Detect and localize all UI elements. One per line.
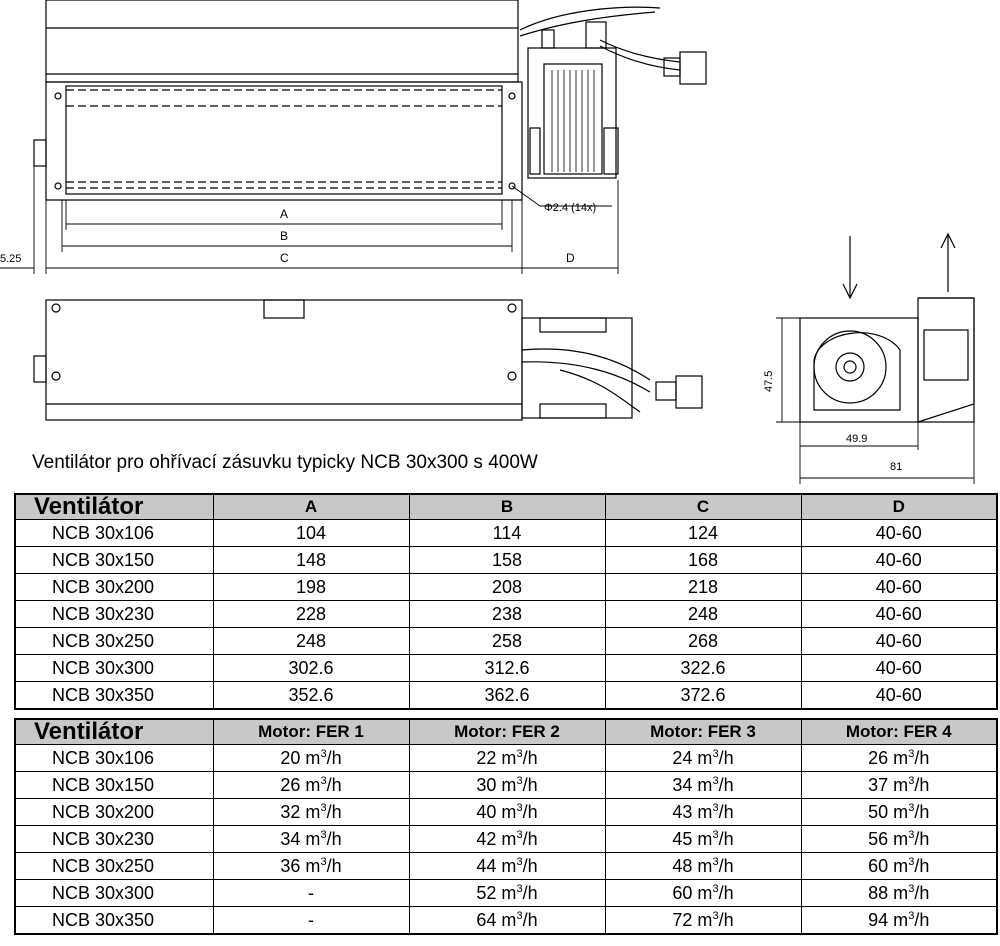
offset-label: 5.25 xyxy=(0,253,22,265)
table-row xyxy=(15,520,997,547)
value-cell: 40-60 xyxy=(801,655,997,682)
fan-model-cell: NCB 30x250 xyxy=(15,853,213,880)
unit-exponent: 3 xyxy=(712,910,719,922)
fan-model-cell: NCB 30x106 xyxy=(15,745,213,772)
unit-exponent: 3 xyxy=(516,829,523,841)
value-cell: 302.6 xyxy=(213,655,409,682)
value-cell: - xyxy=(213,907,409,935)
header-fer2: Motor: FER 2 xyxy=(409,719,605,745)
header-b: B xyxy=(409,494,605,520)
dim-c-label: C xyxy=(280,251,289,265)
front-connector xyxy=(680,52,706,84)
value-cell: 248 xyxy=(213,628,409,655)
fan-model-cell: NCB 30x230 xyxy=(15,601,213,628)
value-cell: 40-60 xyxy=(801,574,997,601)
value-cell: 238 xyxy=(409,601,605,628)
fan-model-cell: NCB 30x300 xyxy=(15,655,213,682)
value-cell: 88 $m^3/h$ xyxy=(801,880,997,907)
bottom-motor xyxy=(522,318,632,418)
header-fan: Ventilátor xyxy=(15,494,213,520)
value-cell: 22 $m^3/h$ xyxy=(409,745,605,772)
unit-exponent: 3 xyxy=(712,748,719,760)
table-row xyxy=(15,907,997,935)
dim-d-label: D xyxy=(566,251,575,265)
value-cell: 198 xyxy=(213,574,409,601)
value-cell: 34 $m^3/h$ xyxy=(605,772,801,799)
value-cell: 40-60 xyxy=(801,547,997,574)
unit-exponent: 3 xyxy=(908,829,915,841)
value-cell: 352.6 xyxy=(213,682,409,710)
value-cell: 56 $m^3/h$ xyxy=(801,826,997,853)
value-cell: 36 $m^3/h$ xyxy=(213,853,409,880)
value-cell: 104 xyxy=(213,520,409,547)
value-cell: 50 $m^3/h$ xyxy=(801,799,997,826)
table-row xyxy=(15,826,997,853)
value-cell: 322.6 xyxy=(605,655,801,682)
value-cell: 372.6 xyxy=(605,682,801,710)
value-cell: 362.6 xyxy=(409,682,605,710)
value-cell: 64 $m^3/h$ xyxy=(409,907,605,935)
header-a: A xyxy=(213,494,409,520)
value-cell: 228 xyxy=(213,601,409,628)
header-d: D xyxy=(801,494,997,520)
unit-exponent: 3 xyxy=(908,775,915,787)
value-cell: 24 $m^3/h$ xyxy=(605,745,801,772)
value-cell: 158 xyxy=(409,547,605,574)
value-cell: 37 $m^3/h$ xyxy=(801,772,997,799)
value-cell: 114 xyxy=(409,520,605,547)
dim-a-label: A xyxy=(280,207,289,221)
unit-exponent: 3 xyxy=(320,802,327,814)
table-row xyxy=(15,682,997,710)
value-cell: 40-60 xyxy=(801,520,997,547)
header-fer4: Motor: FER 4 xyxy=(801,719,997,745)
value-cell: 94 $m^3/h$ xyxy=(801,907,997,935)
unit-exponent: 3 xyxy=(320,748,327,760)
header-c: C xyxy=(605,494,801,520)
value-cell: 168 xyxy=(605,547,801,574)
hole-label: Φ2.4 (14x) xyxy=(544,202,597,214)
unit-exponent: 3 xyxy=(712,829,719,841)
width-inner-label: 49.9 xyxy=(846,433,868,445)
value-cell: 20 $m^3/h$ xyxy=(213,745,409,772)
fan-model-cell: NCB 30x150 xyxy=(15,547,213,574)
fan-wheel xyxy=(814,331,886,403)
value-cell: 52 $m^3/h$ xyxy=(409,880,605,907)
unit-exponent: 3 xyxy=(908,856,915,868)
value-cell: 32 $m^3/h$ xyxy=(213,799,409,826)
value-cell: 268 xyxy=(605,628,801,655)
header-fan: Ventilátor xyxy=(15,719,213,745)
unit-exponent: 3 xyxy=(908,748,915,760)
fan-model-cell: NCB 30x230 xyxy=(15,826,213,853)
value-cell: 40-60 xyxy=(801,682,997,710)
table-row xyxy=(15,799,997,826)
value-cell: 34 $m^3/h$ xyxy=(213,826,409,853)
unit-exponent: 3 xyxy=(908,802,915,814)
airflow-table-body xyxy=(15,745,997,935)
value-cell: 43 $m^3/h$ xyxy=(605,799,801,826)
value-cell: 40-60 xyxy=(801,628,997,655)
unit-exponent: 3 xyxy=(320,856,327,868)
unit-exponent: 3 xyxy=(320,775,327,787)
value-cell: 45 $m^3/h$ xyxy=(605,826,801,853)
value-cell: 48 $m^3/h$ xyxy=(605,853,801,880)
fan-model-cell: NCB 30x150 xyxy=(15,772,213,799)
unit-exponent: 3 xyxy=(712,883,719,895)
unit-exponent: 3 xyxy=(908,883,915,895)
value-cell: 258 xyxy=(409,628,605,655)
fan-model-cell: NCB 30x250 xyxy=(15,628,213,655)
value-cell: 26 $m^3/h$ xyxy=(801,745,997,772)
fan-model-cell: NCB 30x350 xyxy=(15,907,213,935)
value-cell: 26 $m^3/h$ xyxy=(213,772,409,799)
height-label: 47.5 xyxy=(763,370,775,392)
table-row xyxy=(15,547,997,574)
fan-model-cell: NCB 30x200 xyxy=(15,799,213,826)
value-cell: 40 $m^3/h$ xyxy=(409,799,605,826)
value-cell: 42 $m^3/h$ xyxy=(409,826,605,853)
value-cell: 40-60 xyxy=(801,601,997,628)
table-row xyxy=(15,601,997,628)
airflow-table xyxy=(14,718,998,935)
unit-exponent: 3 xyxy=(712,856,719,868)
table-header-row xyxy=(15,719,997,745)
unit-exponent: 3 xyxy=(712,802,719,814)
value-cell: 124 xyxy=(605,520,801,547)
unit-exponent: 3 xyxy=(516,883,523,895)
value-cell: 312.6 xyxy=(409,655,605,682)
front-motor xyxy=(528,48,616,178)
figure-caption: Ventilátor pro ohřívací zásuvku typicky NCB 30x300 s 400W xyxy=(32,452,538,473)
unit-exponent: 3 xyxy=(516,775,523,787)
dim-b-label: B xyxy=(280,229,289,243)
value-cell: 60 $m^3/h$ xyxy=(605,880,801,907)
table-row xyxy=(15,772,997,799)
dimensions-table-body xyxy=(15,520,997,710)
table-row xyxy=(15,880,997,907)
bottom-connector xyxy=(676,376,702,408)
value-cell: 60 $m^3/h$ xyxy=(801,853,997,880)
dimensions-table xyxy=(14,493,998,710)
value-cell: 208 xyxy=(409,574,605,601)
front-top-housing xyxy=(46,0,518,82)
table-row xyxy=(15,745,997,772)
fan-model-cell: NCB 30x350 xyxy=(15,682,213,710)
unit-exponent: 3 xyxy=(516,748,523,760)
table-row xyxy=(15,628,997,655)
unit-exponent: 3 xyxy=(908,910,915,922)
value-cell: 248 xyxy=(605,601,801,628)
value-cell: 72 $m^3/h$ xyxy=(605,907,801,935)
unit-exponent: 3 xyxy=(320,829,327,841)
value-cell: 30 $m^3/h$ xyxy=(409,772,605,799)
header-fer3: Motor: FER 3 xyxy=(605,719,801,745)
fan-model-cell: NCB 30x300 xyxy=(15,880,213,907)
table-row xyxy=(15,655,997,682)
table-header-row xyxy=(15,494,997,520)
header-fer1: Motor: FER 1 xyxy=(213,719,409,745)
fan-model-cell: NCB 30x106 xyxy=(15,520,213,547)
table-row xyxy=(15,574,997,601)
fan-model-cell: NCB 30x200 xyxy=(15,574,213,601)
value-cell: 218 xyxy=(605,574,801,601)
unit-exponent: 3 xyxy=(516,856,523,868)
unit-exponent: 3 xyxy=(516,802,523,814)
value-cell: 44 $m^3/h$ xyxy=(409,853,605,880)
table-row xyxy=(15,853,997,880)
unit-exponent: 3 xyxy=(712,775,719,787)
value-cell: 148 xyxy=(213,547,409,574)
width-outer-label: 81 xyxy=(890,461,903,473)
unit-exponent: 3 xyxy=(516,910,523,922)
value-cell: - xyxy=(213,880,409,907)
